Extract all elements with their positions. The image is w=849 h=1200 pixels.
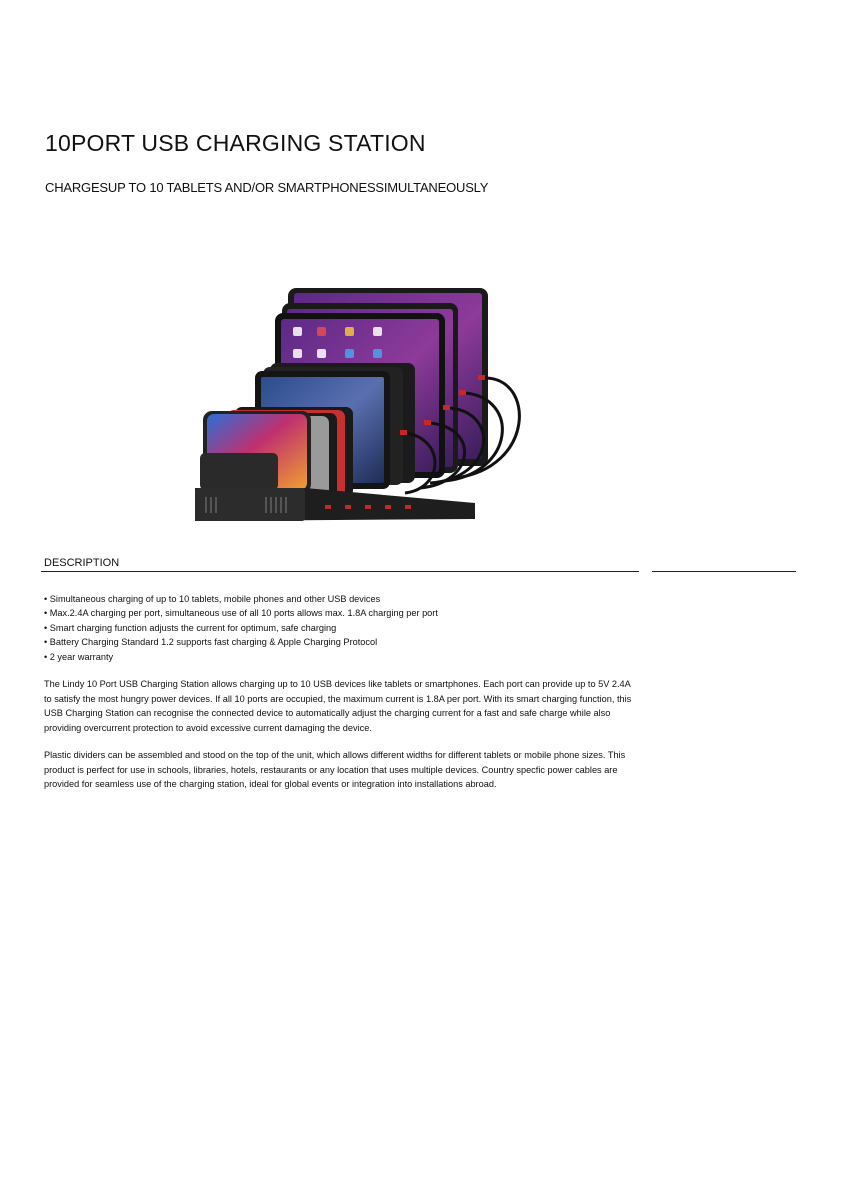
product-image [175, 283, 530, 528]
description-heading: DESCRIPTION [44, 557, 120, 569]
description-paragraph: The Lindy 10 Port USB Charging Station allows charging up to 10 USB devices like tablets or smartphones. Each port can provide up to 5V 2.4A to satisfy the most hungry power devices. If all 10 ports are occupied, the maximum current is 1.8A per port. With its smart charging function, this USB Charging Station can recognise the connected device to automatically adjust the charging current for a fast and safe charge while also providing overcurrent protection to avoid excessive current damaging the device. [44, 679, 632, 733]
section-divider [41, 571, 639, 572]
page-title: 10PORT USB CHARGING STATION [45, 130, 426, 156]
feature-list [44, 592, 438, 664]
description-paragraph: Plastic dividers can be assembled and stood on the top of the unit, which allows different widths for different tablets or mobile phone sizes. This product is perfect for use in schools, libraries, hotels, restaurants or any location that uses multiple devices. Country specfic power cables are provided for seamless use of the charging station, ideal for global events or integration into installations abroad. [44, 750, 626, 790]
list-item: • Smart charging function adjusts the current for optimum, safe charging [44, 622, 337, 633]
side-divider [652, 571, 796, 572]
list-item: • 2 year warranty [44, 651, 114, 662]
list-item: • Simultaneous charging of up to 10 tablets, mobile phones and other USB devices [44, 594, 381, 604]
list-item: • Battery Charging Standard 1.2 supports fast charging & Apple Charging Protocol [44, 637, 378, 648]
list-item: • Max.2.4A charging per port, simultaneous use of all 10 ports allows max. 1.8A charging per port [44, 608, 438, 619]
page-subtitle: CHARGESUP TO 10 TABLETS AND/OR SMARTPHONESSIMULTANEOUSLY [45, 180, 489, 195]
